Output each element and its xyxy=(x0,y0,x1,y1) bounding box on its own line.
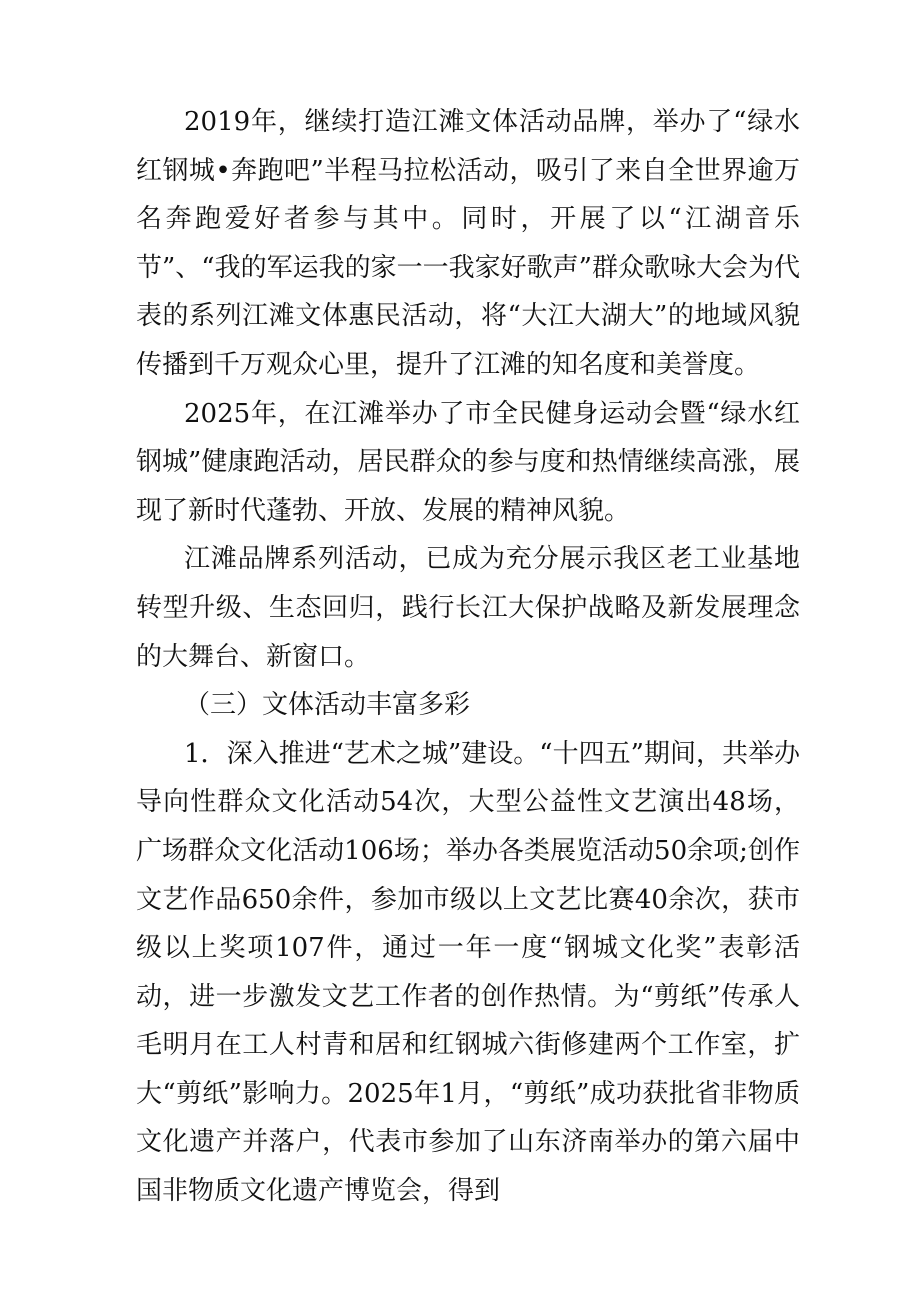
document-body xyxy=(136,98,800,1216)
paragraph-jiangtan-2025: 2025年，在江滩举办了市全民健身运动会暨“绿水红钢城”健康跑活动，居民群众的参与度和热情继续高涨，展现了新时代蓬勃、开放、发展的精神风貌。 xyxy=(136,398,800,526)
paragraph-jiangtan-2019: 2019年，继续打造江滩文体活动品牌，举办了“绿水红钢城•奔跑吧”半程马拉松活动，吸引了来自全世界逾万名奔跑爱好者参与其中。同时，开展了以“江湖音乐节”、“我的军运我的家一一我家好歌声”群众歌咏大会为代表的系列江滩文体惠民活动，将“大江大湖大”的地域风貌传播到千万观众心里，提升了江滩的知名度和美誉度。 xyxy=(136,107,800,380)
paragraph-art-city: 1．深入推进“艺术之城”建设。“十四五”期间，共举办导向性群众文化活动54次，大型公益性文艺演出48场，广场群众文化活动106场；举办各类展览活动50余项;创作文艺作品650余件，参加市级以上文艺比赛40余次，获市级以上奖项107件，通过一年一度“钢城文化奖”表彰活动，进一步激发文艺工作者的创作热情。为“剪纸”传承人毛明月在工人村青和居和红钢城六街修建两个工作室，扩大“剪纸”影响力。2025年1月，“剪纸”成功获批省非物质文化遗产并落户，代表市参加了山东济南举办的第六届中国非物质文化遗产博览会，得到 xyxy=(136,738,800,1207)
section-heading: （三）文体活动丰富多彩 xyxy=(184,690,471,721)
paragraph-jiangtan-brand: 江滩品牌系列活动，已成为充分展示我区老工业基地转型升级、生态回归，践行长江大保护战略及新发展理念的大舞台、新窗口。 xyxy=(136,544,800,672)
